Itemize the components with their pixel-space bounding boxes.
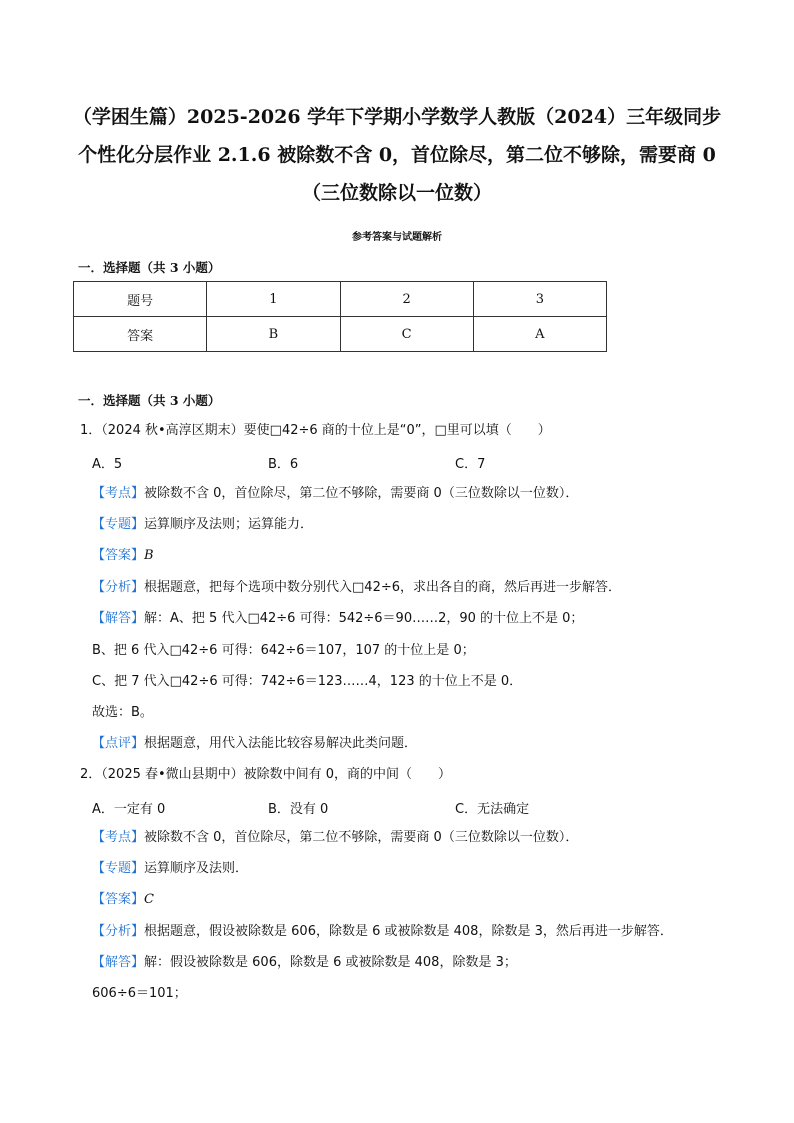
fenxi-tag: 【分析】 xyxy=(92,580,145,595)
fenxi-text: 根据题意，把每个选项中数分别代入□42÷6，求出各自的商，然后再进一步解答． xyxy=(144,580,622,595)
jieda-text: 解：假设被除数是 606，除数是 6 或被除数是 408，除数是 3； xyxy=(144,955,517,970)
jieda-tag: 【解答】 xyxy=(92,955,145,970)
question-2-option-c: C．无法确定 xyxy=(455,802,530,817)
daan-tag: 【答案】 xyxy=(92,548,145,563)
zhuanti-tag: 【专题】 xyxy=(92,517,145,532)
daan-tag: 【答案】 xyxy=(92,892,145,907)
dianping-text: 根据题意，用代入法能比较容易解决此类问题． xyxy=(144,736,418,751)
q2-jieda xyxy=(92,954,517,972)
table-cell: C xyxy=(340,317,473,352)
fenxi-tag: 【分析】 xyxy=(92,924,145,939)
jieda-text: 解：A、把 5 代入□42÷6 可得：542÷6＝90……2，90 的十位上不是 0； xyxy=(144,611,584,626)
subtitle: 参考答案与试题解析 xyxy=(352,232,442,243)
dianping-tag: 【点评】 xyxy=(92,736,145,751)
q2-daan xyxy=(92,891,154,909)
table-cell: 答案 xyxy=(74,317,207,352)
daan-text: B xyxy=(144,548,154,563)
table-cell: 题号 xyxy=(74,282,207,317)
kaodian-tag: 【考点】 xyxy=(92,486,145,501)
section-heading-2: 一．选择题（共 3 小题） xyxy=(78,393,221,408)
title-line-3: （三位数除以一位数） xyxy=(301,182,492,204)
q2-jieda-line-2: 606÷6＝101； xyxy=(92,986,187,1001)
q1-jieda-line-2: B、把 6 代入□42÷6 可得：642÷6＝107，107 的十位上是 0； xyxy=(92,643,475,658)
table-cell: B xyxy=(207,317,340,352)
q1-daan xyxy=(92,547,154,565)
kaodian-text: 被除数不含 0，首位除尽，第二位不够除，需要商 0（三位数除以一位数）． xyxy=(144,830,579,845)
q1-jieda xyxy=(92,610,583,628)
question-1-option-c: C．7 xyxy=(455,457,486,472)
document-title xyxy=(40,98,754,212)
question-1-option-b: B．6 xyxy=(268,457,299,472)
q1-jieda-line-3: C、把 7 代入□42÷6 可得：742÷6＝123……4，123 的十位上不是 0． xyxy=(92,674,523,689)
answer-table xyxy=(73,281,607,352)
section-heading-1: 一．选择题（共 3 小题） xyxy=(78,260,221,275)
question-2-option-b: B．没有 0 xyxy=(268,802,329,817)
kaodian-tag: 【考点】 xyxy=(92,830,145,845)
q1-zhuanti xyxy=(92,516,313,534)
fenxi-text: 根据题意，假设被除数是 606，除数是 6 或被除数是 408，除数是 3，然后再进一步解答． xyxy=(144,924,673,939)
table-cell: 3 xyxy=(473,282,606,317)
zhuanti-text: 运算顺序及法则． xyxy=(144,861,249,876)
q1-dianping xyxy=(92,735,417,753)
q2-fenxi xyxy=(92,923,673,941)
kaodian-text: 被除数不含 0，首位除尽，第二位不够除，需要商 0（三位数除以一位数）． xyxy=(144,486,579,501)
table-cell: 2 xyxy=(340,282,473,317)
q1-kaodian xyxy=(92,485,578,503)
question-2-stem: 2．（2025 春•微山县期中）被除数中间有 0，商的中间（ ） xyxy=(80,767,452,782)
table-cell: 1 xyxy=(207,282,340,317)
table-row xyxy=(74,317,607,352)
question-1-option-a: A．5 xyxy=(92,457,123,472)
title-line-1: （学困生篇）2025-2026 学年下学期小学数学人教版（2024）三年级同步 xyxy=(72,106,722,128)
title-line-2: 个性化分层作业 2.1.6 被除数不含 0，首位除尽，第二位不够除，需要商 0 xyxy=(78,144,716,166)
q2-zhuanti xyxy=(92,860,248,878)
q1-fenxi xyxy=(92,579,621,597)
zhuanti-tag: 【专题】 xyxy=(92,861,145,876)
question-2-option-a: A．一定有 0 xyxy=(92,802,166,817)
q1-jieda-line-4: 故选：B。 xyxy=(92,705,153,720)
table-row xyxy=(74,282,607,317)
jieda-tag: 【解答】 xyxy=(92,611,145,626)
q2-kaodian xyxy=(92,829,578,847)
question-1-stem: 1．（2024 秋•高淳区期末）要使□42÷6 商的十位上是“0”，□里可以填（ ） xyxy=(80,423,551,438)
daan-text: C xyxy=(144,892,154,907)
zhuanti-text: 运算顺序及法则；运算能力． xyxy=(144,517,314,532)
table-cell: A xyxy=(473,317,606,352)
